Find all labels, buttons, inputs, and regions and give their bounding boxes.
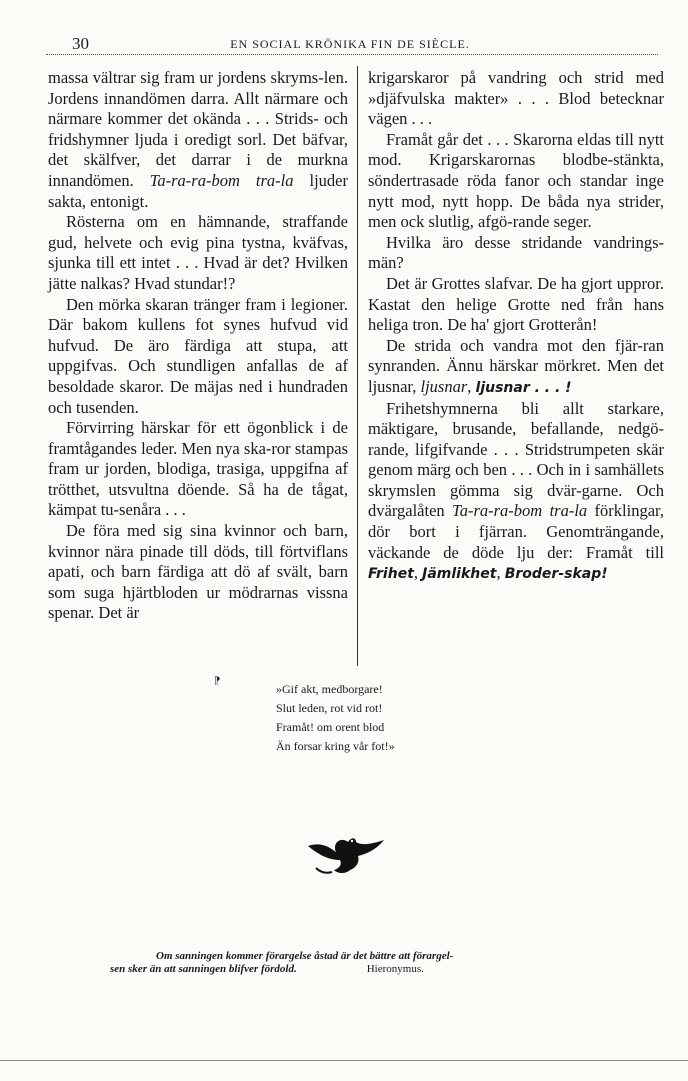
paragraph: [48, 295, 348, 419]
paragraph: [368, 68, 664, 130]
text-run: Broder-skap!: [504, 566, 608, 583]
verse-line: Framåt! om orent blod: [276, 720, 385, 734]
dragon-ornament-icon: [306, 832, 386, 876]
text-run: massa vältrar sig fram ur jordens skryms-len. Jordens innandömen darra. Allt närmare och närmare kommer det okända . . . Strids- och fridshymner ljuda i oredigt sorl. Det bäfvar, det skälfver, det darrar i de murkna innandömen.: [48, 68, 348, 190]
header-rule: [46, 54, 658, 55]
footer-quote-line-1: Om sanningen kommer förargelse åstad är det bättre att förargel-: [156, 950, 454, 962]
paragraph: [368, 399, 664, 585]
footer-signature: Hieronymus.: [366, 963, 424, 975]
running-title: EN SOCIAL KRÖNIKA FIN DE SIÈCLE.: [230, 37, 470, 51]
text-run: Framåt går det . . . Skarorna eldas till nytt mod. Krigarskarornas blodbe-stänkta, söndertrasade röda fanor och standar inge nytt mod, nytt hopp. De båda nya strider, men ock slutlig, afgö-rande seger.: [368, 129, 664, 232]
paragraph: [368, 336, 664, 399]
paragraph: [48, 418, 348, 521]
verse-line: Slut leden, rot vid rot!: [276, 701, 383, 715]
verse-line: »Gif akt, medborgare!: [276, 682, 383, 696]
text-run: Rösterna om en hämnande, straffande gud, helvete och evig pina tystna, kväfvas, sjunka till ett intet . . . Hvad är det? Hvilken jätte nalkas? Hvad stundar!?: [48, 212, 348, 293]
paragraph: [48, 212, 348, 294]
text-run: Frihet: [368, 566, 414, 583]
column-divider: [357, 66, 358, 666]
text-run: Ta-ra-ra-bom tra-la: [452, 501, 588, 521]
page-number: 30: [72, 34, 89, 53]
verse-block: [276, 680, 496, 756]
text-run: Den mörka skaran tränger fram i legioner. Där bakom kullens fot synes hufvud vid hufvud. De äro färdiga att stupa, att uppgifvas. Och stundligen anfallas de af besoldade skaror. De mäjas ned i hundraden och tusenden.: [48, 294, 348, 417]
paragraph: [48, 521, 348, 624]
text-run: förklingar, dör bort i fjärran. Genomträngande, väckande de döde lju der: Framåt till: [368, 501, 664, 562]
text-run: ,: [467, 376, 476, 396]
paragraph: [368, 274, 664, 336]
text-run: ,: [413, 563, 423, 583]
text-run: De strida och vandra mot den fjär-ran synranden. Ännu härskar mörkret. Men det ljusnar,: [368, 335, 664, 396]
text-run: ljusnar: [420, 376, 468, 396]
text-run: De föra med sig sina kvinnor och barn, kvinnor nära pinade till döds, till förtviflans apati, och barn färdiga att dö af svält, barn som suga hjärtbloden ur mödrarnas vissna spenar. Det är: [48, 521, 348, 623]
text-run: Förvirring härskar för ett ögonblick i de framtågandes leder. Men nya ska-ror stampas fram ur jorden, blodiga, trasiga, uppgifna af trötthet, utsvultna döende. Så ha de tågat, kämpat tu-senåra . . .: [48, 418, 348, 520]
paragraph: [368, 233, 664, 274]
paragraph: [368, 130, 664, 233]
bottom-rule: [0, 1060, 688, 1061]
left-column: [48, 68, 348, 624]
text-run: Jämlikhet: [422, 566, 497, 583]
text-run: ljuder sakta, entonigt.: [48, 170, 348, 211]
text-run: Hvilka äro desse stridande vandrings-män?: [368, 232, 664, 273]
text-run: Frihetshymnerna bli allt starkare, mäktigare, brusande, befallande, nedgö-rande, lifgifvande . . . Stridstrumpeten skär genom märg och ben . . . Och in i samhällets skrymslen gömma sig dvär-garne. Och dvärgalåten: [368, 398, 664, 521]
text-run: ,: [496, 563, 505, 583]
running-header: [44, 34, 656, 54]
right-column: [368, 68, 664, 585]
text-run: Det är Grottes slafvar. De ha gjort uppror. Kastat den helige Grotte ned från hans heliga tron. De ha' gjort Grotterån!: [368, 273, 664, 335]
text-run: Ta-ra-ra-bom tra-la: [149, 170, 294, 190]
footer-quote-line-2: sen sker än att sanningen blifver fördold.: [110, 963, 297, 975]
text-run: krigarskaror på vandring och strid med »djäfvulska makter» . . . Blod betecknar vägen . . .: [368, 68, 664, 129]
footer-quote: [110, 950, 580, 976]
paragraph: [48, 68, 348, 212]
printer-mark-icon: ⁋: [214, 676, 221, 687]
verse-line: Än forsar kring vår fot!»: [276, 739, 395, 753]
text-run: ljusnar . . . !: [475, 379, 572, 396]
